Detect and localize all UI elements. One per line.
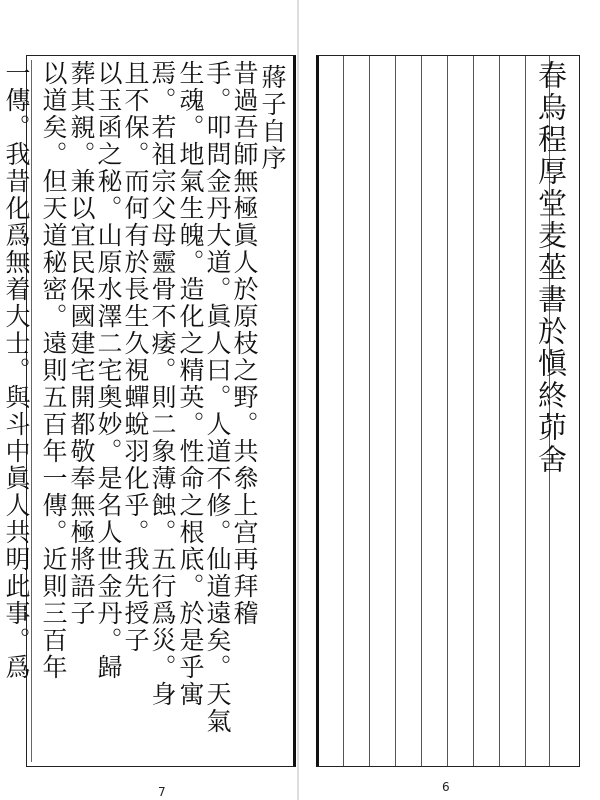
column-rule xyxy=(421,56,422,766)
text-column: 以玉函之秘。山原水澤二宅奥妙。是名人世金丹。歸 xyxy=(94,60,123,681)
column-rule xyxy=(473,56,474,766)
text-column: 生魂。地氣生魄。造化之精英。性命之根底。於是乎寓 xyxy=(176,60,205,708)
column-rule xyxy=(395,56,396,766)
text-column: 葬其親。兼以宜民保國建宅開都敬奉無極將語子 xyxy=(67,60,96,627)
text-column: 以道矣。但天道秘密。遠則五百年一傳。近則三百年 xyxy=(39,60,68,681)
right-page xyxy=(300,0,600,800)
text-column: 一傳。我昔化爲無着大士。與斗中眞人共明此事。爲 xyxy=(2,60,31,681)
text-column: 昔過吾師無極眞人於原枝之野。共叅上宫再拜稽 xyxy=(230,60,259,627)
page-number-left: 7 xyxy=(158,785,166,799)
column-rule xyxy=(499,56,500,766)
text-column: 焉。若祖宗父母靈骨不痿。則二象薄蝕。五行爲災。身 xyxy=(148,60,177,708)
text-column: 且不保。而何有於長生久視蟬蛻羽化乎。我先授子 xyxy=(121,60,150,654)
column-rule xyxy=(447,56,448,766)
column-rule xyxy=(343,56,344,766)
page-number-right: 6 xyxy=(442,780,450,794)
column-rule xyxy=(369,56,370,766)
text-column: 手。叩問金丹大道。眞人曰。人道不修。仙道遠矣。天氣 xyxy=(203,60,232,735)
column-rule xyxy=(525,56,526,766)
colophon-title: 春烏程厚堂麦莝書於愼終茆舍 xyxy=(534,60,568,476)
preface-title: 蔣子自序 xyxy=(258,64,287,172)
